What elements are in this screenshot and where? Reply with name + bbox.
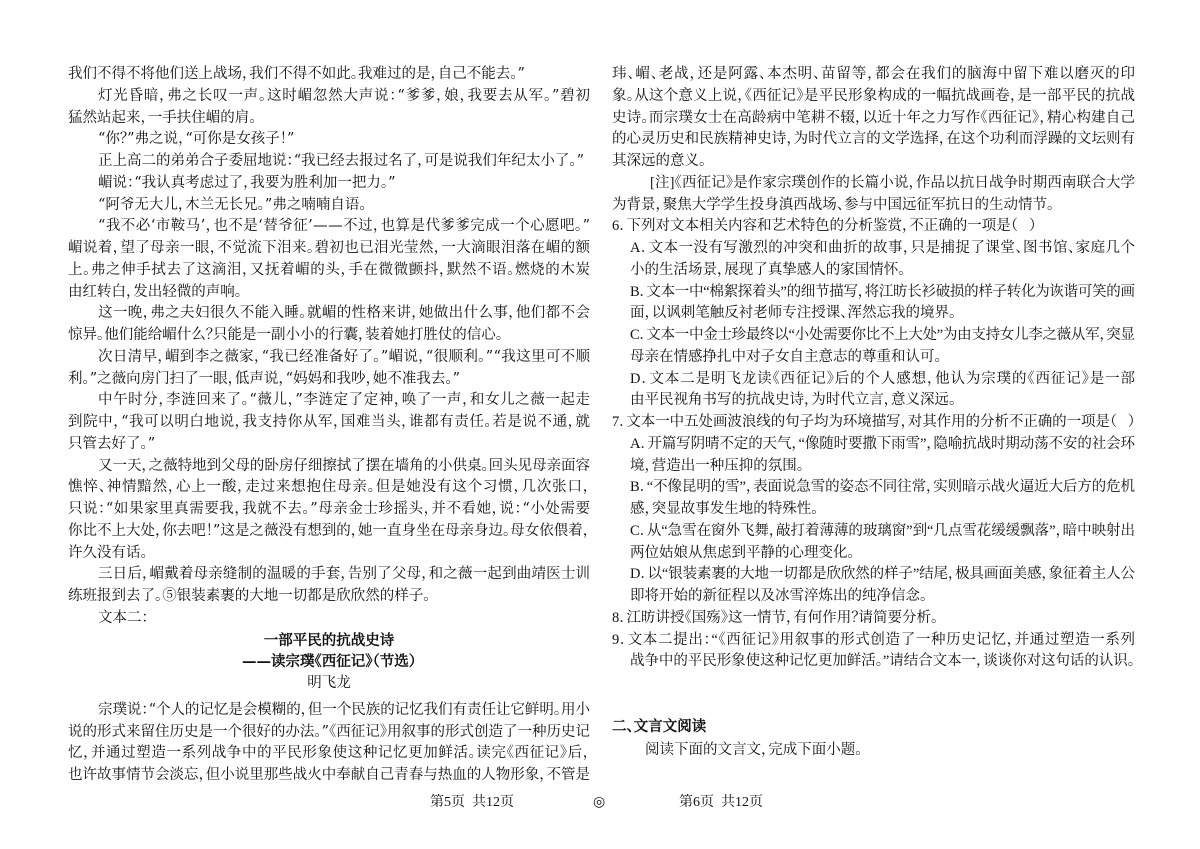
page-footer [0, 793, 1200, 813]
section-heading: 二、文言文阅读 [612, 718, 707, 735]
text-line: 到院中，“我可以明白地说，我支持你从军，国难当头，谁都有责任。若是说不通，就 [68, 414, 591, 430]
text-line: 这一晚，弗之夫妇很久不能入睡。就嵋的性格来讲，她做出什么事，他们都不会 [98, 305, 591, 322]
question-6-stem: 6．下列对文本相关内容和艺术特色的分析鉴赏，不正确的一项是（ ） [612, 218, 1037, 235]
question-6-option-a: 小的生活场景，展现了真挚感人的家国情怀。 [630, 261, 906, 278]
note-line: [注]《西征记》是作家宗璞创作的长篇小说，作品以抗日战争时期西南联合大学 [650, 174, 1136, 191]
text-line: 三日后，嵋戴着母亲缝制的温暖的手套，告别了父母，和之薇一起到曲靖医士训 [98, 566, 591, 583]
binding-mark-icon: ◎ [593, 795, 606, 810]
text-line: 史诗。而宗璞女士在高龄病中笔耕不辍，以近十年之力写作《西征记》，精心构建自己 [612, 109, 1136, 126]
text-line: 的心灵历史和民族精神史诗，为时代立言的文学选择，在这个功利而浮躁的文坛则有 [612, 131, 1136, 148]
question-6-option-d: 由平民视角书写的抗战史诗，为时代立言，意义深远。 [630, 392, 957, 409]
text-line: 练班报到去了。⑤银装素裹的大地一切都是欣欣然的样子。 [68, 588, 431, 604]
question-8-stem: 8．江昉讲授《国殇》这一情节，有何作用？请简要分析。 [612, 609, 939, 626]
text-line: 上。弗之伸手拭去了这滴泪，又抚着嵋的头，手在微微颤抖，默然不语。燃烧的木炭 [68, 261, 591, 278]
text-line: 猛然站起来，一手扶住嵋的肩。 [68, 109, 257, 126]
text-line: 次日清早，嵋到李之薇家，“我已经准备好了。”嵋说，“很顺利。”“我这里可不顺 [98, 348, 591, 365]
text-line: 由红转白，发出轻微的声响。 [68, 283, 242, 300]
text2-label: 文本二： [98, 609, 149, 626]
text-line: 利。”之薇向房门扫了一眼，低声说，“妈妈和我吵，她不准我去。” [68, 370, 460, 387]
text-line: 也许故事情节会淡忘，但小说里那些战火中奉献自己青春与热血的人物形象，不管是 [68, 767, 590, 783]
text-line: “我不必‘市鞍马’，也不是‘替爷征’——不过，也算是代爹爹完成一个心愿吧。” [98, 218, 591, 235]
article-subtitle: ——读宗璞《西征记》（节选） [242, 653, 416, 671]
article-author: 明飞龙 [307, 675, 351, 691]
text-line: 我们不得不将他们送上战场，我们不得不如此。我难过的是，自己不能去。” [68, 66, 525, 82]
text-line: 正上高二的弟弟合子委屈地说：“我已经去报过名了，可是说我们年纪太小了。” [98, 153, 585, 169]
text-line: 只说：“如果家里真需要我，我就不去。”母亲金士珍摇头，并不看她，说：“小处需要 [68, 501, 591, 517]
question-6-option-b: B．文本一中“棉絮探着头”的细节描写，将江昉长衫破损的样子转化为诙谐可笑的画 [630, 283, 1135, 300]
question-6-option-c: C．文本一中金士珍最终以“小处需要你比不上大处”为由支持女儿李之薇从军，突显 [630, 327, 1135, 343]
question-7-stem: 7．文本一中五处画波浪线的句子均为环境描写，对其作用的分析不正确的一项是（ ） [612, 414, 1135, 430]
question-7-option-a: A．开篇写阴晴不定的天气，“像随时要撒下雨雪”，隐喻抗战时期动荡不安的社会环 [630, 435, 1135, 452]
text-line: 其深远的意义。 [612, 153, 707, 169]
section-instruction: 阅读下面的文言文，完成下面小题。 [645, 742, 863, 759]
question-9-stem: 战争中的平民形象使这种记忆更加鲜活。”请结合文本一，谈谈你对这句话的认识。 [630, 653, 1135, 670]
left-page-column [68, 64, 590, 787]
text-line: 惊异。他们能给嵋什么？只能是一副小小的行囊，装着她打胜仗的信心。 [68, 327, 503, 343]
text-line: 嵋说着，望了母亲一眼，不觉流下泪来。碧初也已泪光莹然，一大滴眼泪落在嵋的额 [68, 240, 591, 256]
text-line: 玮、嵋、老战，还是阿露、本杰明、苗留等，都会在我们的脑海中留下难以磨灭的印 [612, 66, 1136, 82]
text-line: 中午时分，李涟回来了。“薇儿，”李涟定了定神，唤了一声，和女儿之薇一起走 [98, 392, 591, 409]
text-line: 又一天，之薇特地到父母的卧房仔细擦拭了摆在墙角的小供桌。回头见母亲面容 [98, 457, 590, 474]
question-6-option-b: 面，以讽刺笔触反衬老师专注授课、浑然忘我的境界。 [630, 305, 957, 322]
right-page-column [612, 64, 1135, 762]
question-6-option-a: A．文本一没有写激烈的冲突和曲折的故事，只是捕捉了课堂、图书馆、家庭几个 [630, 240, 1136, 256]
text-line: 说的形式来留住历史是一个很好的办法。”《西征记》用叙事的形式创造了一种历史记 [68, 723, 590, 740]
text-line: “你？”弗之说，“可你是女孩子！” [98, 131, 295, 148]
question-9-stem: 9．文本二提出：“《西征记》用叙事的形式创造了一种历史记忆，并通过塑造一系列 [612, 631, 1136, 648]
question-7-option-c: 两位姑娘从焦虑到平静的心理变化。 [630, 544, 855, 561]
question-7-option-b: B．“不像昆明的雪”，表面说急雪的姿态不同往常，实则暗示战火逼近大后方的危机 [630, 479, 1135, 496]
question-7-option-b: 感，突显故事发生地的特殊性。 [630, 501, 819, 517]
question-6-option-d: D．文本二是明飞龙读《西征记》后的个人感想，他认为宗璞的《西征记》是一部 [630, 370, 1136, 387]
text-line: 只管去好了。” [68, 435, 156, 452]
question-7-option-a: 境，营造出一种压抑的氛围。 [630, 457, 804, 474]
text-line: “阿爷无大儿，木兰无长兄。”弗之喃喃自语。 [98, 196, 367, 213]
text-line: 许久没有话。 [68, 544, 148, 561]
left-page-number: 第5页 共12页 [430, 795, 514, 810]
text-line: 嵋说：“我认真考虑过了，我要为胜利加一把力。” [98, 174, 396, 191]
article-title: 一部平民的抗战史诗 [263, 631, 395, 649]
text-line: 憔悴、神情黯然，心上一酸，走过来想抱住母亲。但是她没有这个习惯，几次张口， [68, 479, 591, 496]
question-7-option-d: D．以“银装素裹的大地一切都是欣欣然的样子”结尾，极具画面美感，象征着主人公 [630, 566, 1135, 583]
text-line: 灯光昏暗，弗之长叹一声。这时嵋忽然大声说：“爹爹，娘，我要去从军。”碧初 [98, 87, 591, 104]
right-page-number: 第6页 共12页 [679, 795, 763, 810]
text-line: 忆，并通过塑造一系列战争中的平民形象使这种记忆更加鲜活。读完《西征记》后， [68, 745, 591, 762]
text-line: 宗璞说：“个人的记忆是会模糊的，但一个民族的记忆我们有责任让它鲜明。用小 [98, 701, 590, 718]
text-line: 你比不上大处，你去吧！”这是之薇没有想到的，她一直身坐在母亲身边。母女依偎着， [68, 522, 590, 539]
note-line: 为背景，聚焦大学学生投身滇西战场、参与中国远征军抗日的生动情节。 [612, 196, 1055, 213]
question-7-option-c: C．从“急雪在窗外飞舞，敲打着薄薄的玻璃窗”到“几点雪花缓缓飘落”，暗中映射出 [630, 522, 1135, 539]
question-6-option-c: 母亲在情感挣扎中对子女自主意志的尊重和认可。 [630, 348, 942, 365]
question-7-option-d: 即将开始的新征程以及冰雪淬炼出的纯净信念。 [630, 588, 928, 604]
text-line: 象。从这个意义上说，《西征记》是平民形象构成的一幅抗战画卷，是一部平民的抗战 [612, 87, 1136, 104]
